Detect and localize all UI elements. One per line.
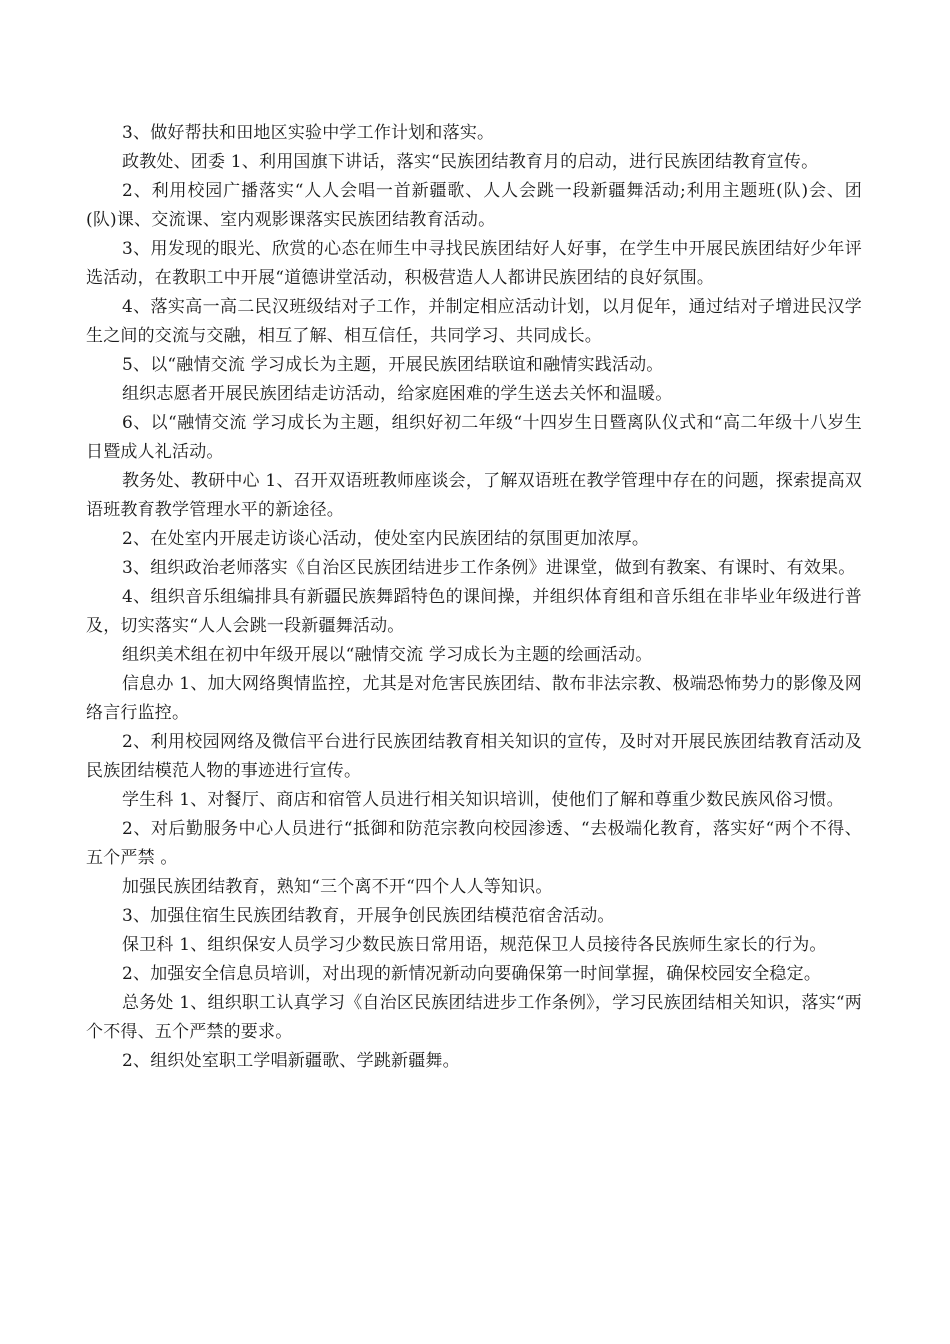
paragraph: 2、在处室内开展走访谈心活动，使处室内民族团结的氛围更加浓厚。 [122, 529, 650, 549]
paragraph: 2、利用校园网络及微信平台进行民族团结教育相关知识的宣传，及时对开展民族团结教育活动及民族团结模范人物的事迹进行宣传。 [86, 732, 862, 781]
paragraph: 学生科 1、对餐厅、商店和宿管人员进行相关知识培训，使他们了解和尊重少数民族风俗习惯。 [122, 790, 844, 810]
paragraph: 保卫科 1、组织保安人员学习少数民族日常用语，规范保卫人员接待各民族师生家长的行为。 [122, 935, 827, 955]
paragraph: 3、用发现的眼光、欣赏的心态在师生中寻找民族团结好人好事，在学生中开展民族团结好少年评选活动，在教职工中开展“道德讲堂活动，积极营造人人都讲民族团结的良好氛围。 [86, 239, 862, 288]
paragraph: 2、组织处室职工学唱新疆歌、学跳新疆舞。 [122, 1051, 460, 1071]
paragraph: 4、落实高一高二民汉班级结对子工作，并制定相应活动计划，以月促年，通过结对子增进民汉学生之间的交流与交融，相互了解、相互信任，共同学习、共同成长。 [86, 297, 862, 346]
paragraph: 信息办 1、加大网络舆情监控，尤其是对危害民族团结、散布非法宗教、极端恐怖势力的影像及网络言行监控。 [86, 674, 862, 723]
paragraph: 2、利用校园广播落实“人人会唱一首新疆歌、人人会跳一段新疆舞活动;利用主题班(队)会、团(队)课、交流课、室内观影课落实民族团结教育活动。 [86, 181, 862, 230]
paragraph: 总务处 1、组织职工认真学习《自治区民族团结进步工作条例》，学习民族团结相关知识，落实“两个不得、五个严禁的要求。 [86, 993, 862, 1042]
paragraph: 加强民族团结教育，熟知“三个离不开“四个人人等知识。 [122, 877, 553, 897]
paragraph: 6、以“融情交流 学习成长为主题，组织好初二年级“十四岁生日暨离队仪式和“高二年级十八岁生日暨成人礼活动。 [86, 413, 862, 462]
document-body [86, 119, 862, 1076]
paragraph: 组织志愿者开展民族团结走访活动，给家庭困难的学生送去关怀和温暖。 [122, 384, 673, 404]
paragraph: 3、组织政治老师落实《自治区民族团结进步工作条例》进课堂，做到有教案、有课时、有效果。 [122, 558, 856, 578]
paragraph: 4、组织音乐组编排具有新疆民族舞蹈特色的课间操，并组织体育组和音乐组在非毕业年级进行普及，切实落实“人人会跳一段新疆舞活动。 [86, 587, 862, 636]
paragraph: 教务处、教研中心 1、召开双语班教师座谈会，了解双语班在教学管理中存在的问题，探索提高双语班教育教学管理水平的新途径。 [86, 471, 862, 520]
paragraph: 3、做好帮扶和田地区实验中学工作计划和落实。 [122, 123, 495, 143]
paragraph: 3、加强住宿生民族团结教育，开展争创民族团结模范宿舍活动。 [122, 906, 615, 926]
paragraph: 组织美术组在初中年级开展以“融情交流 学习成长为主题的绘画活动。 [122, 645, 653, 665]
paragraph: 5、以“融情交流 学习成长为主题，开展民族团结联谊和融情实践活动。 [122, 355, 664, 375]
paragraph: 2、加强安全信息员培训，对出现的新情况新动向要确保第一时间掌握，确保校园安全稳定。 [122, 964, 822, 984]
paragraph: 2、对后勤服务中心人员进行“抵御和防范宗教向校园渗透、“去极端化教育，落实好“两个不得、五个严禁 。 [86, 819, 862, 868]
paragraph: 政教处、团委 1、利用国旗下讲话，落实“民族团结教育月的启动，进行民族团结教育宣传。 [122, 152, 819, 172]
